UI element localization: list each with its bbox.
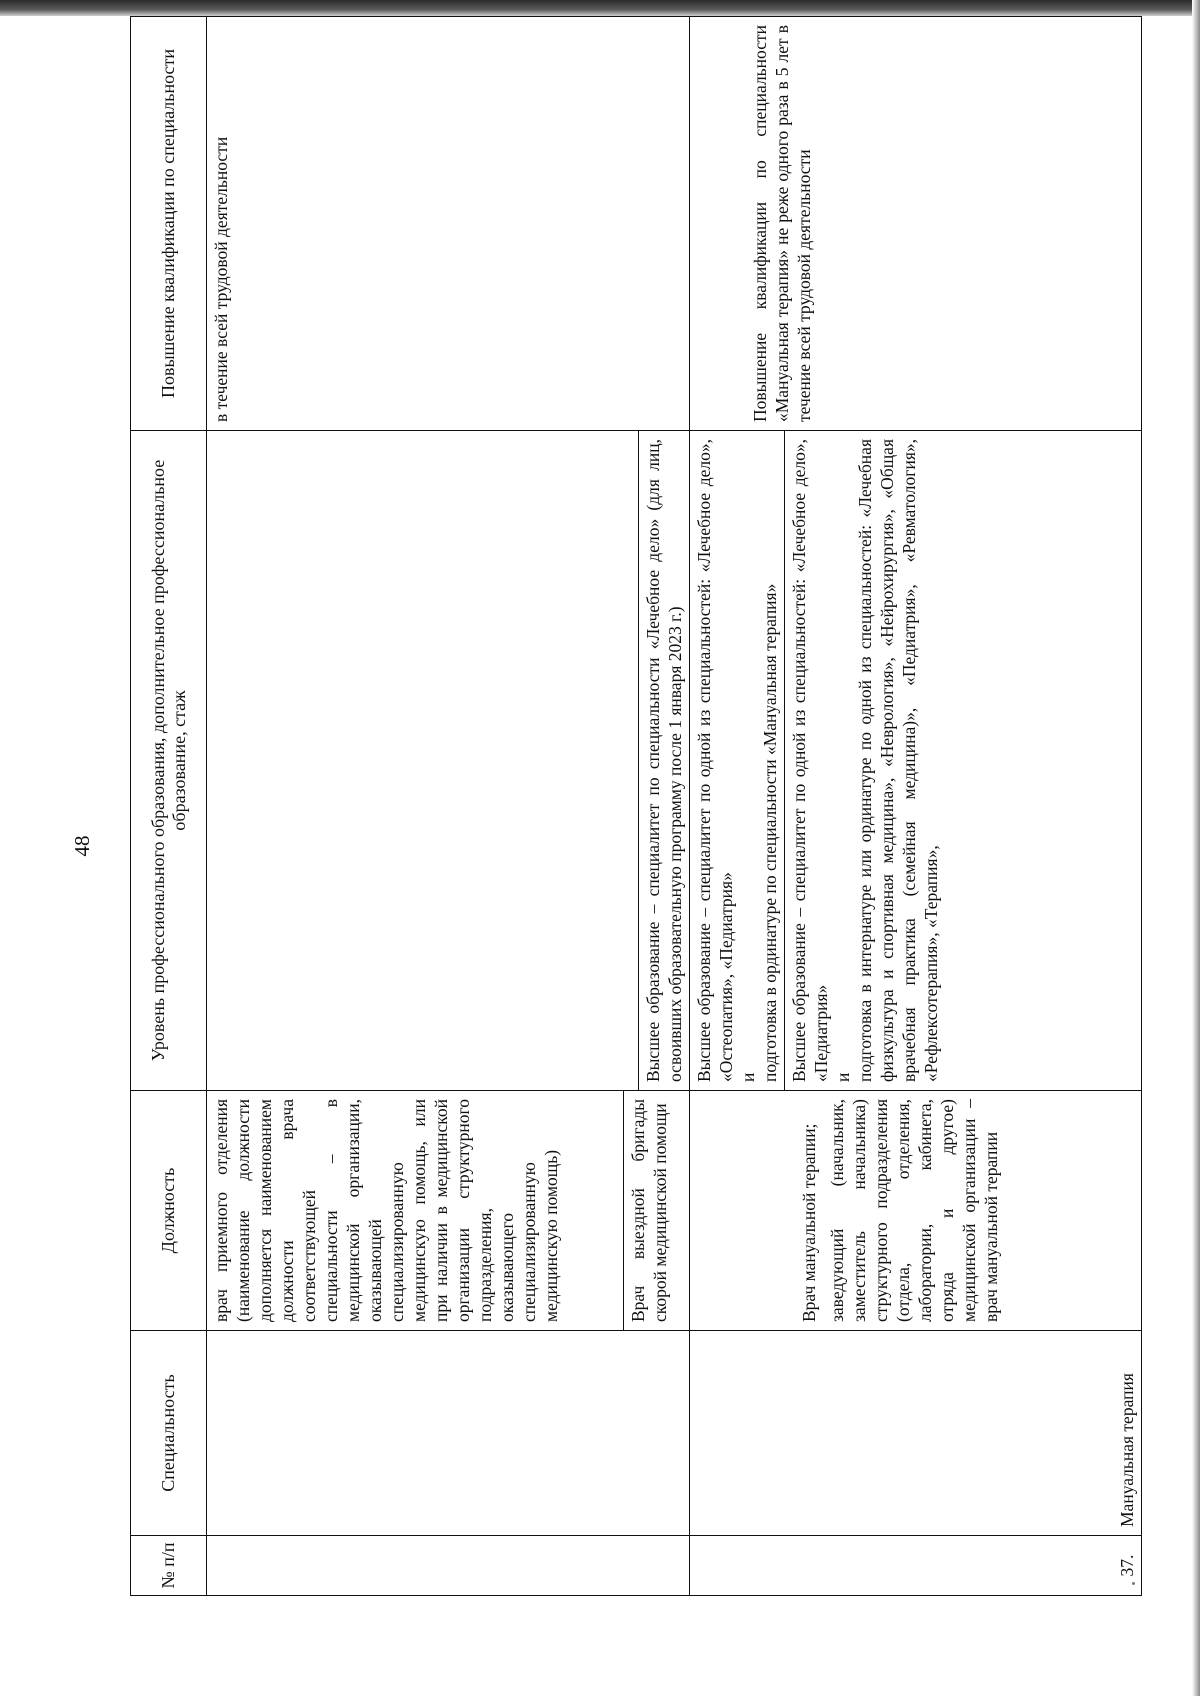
header-position: Должность [131,1091,207,1331]
position-cell-manual-therapy [690,1091,1142,1331]
qualification-cell-row1: в течение всей трудовой деятельности [207,17,690,431]
education-lechebnoe-delo: Высшее образование – специалитет по специальности «Лечебное дело» (для лиц, освоивших образовательную программу после 1 января 2023 г.) [638,431,689,1090]
education-option-2 [784,431,945,1090]
table-row [690,17,1142,1596]
education-1-specialties: Высшее образование – специалитет по одной из специальностей: «Лечебное дело», «Остеопатия», «Педиатрия» [694,439,737,1082]
number-cell-empty [207,1536,690,1596]
qualification-cell-manual-therapy [690,17,1142,431]
table-header-row [131,17,207,1596]
page-number: 48 [70,835,94,857]
header-education: Уровень профессионального образования, дополнительное профессиональное образование, стаж [131,431,207,1091]
education-1-residency: подготовка в ординатуре по специальности «Мануальная терапия» [760,583,781,1082]
education-2-and: и [833,1072,854,1082]
position-cell-ambulance: Врач выездной бригады скорой медицинской помощи [624,1091,690,1331]
qualification-table [130,16,1142,1596]
header-number: № п/п [131,1536,207,1596]
position-manual-therapist: Врач мануальной терапии; [799,1123,819,1322]
header-qualification: Повышение квалификации по специальности [131,17,207,431]
header-specialty: Специальность [131,1331,207,1536]
qualification-manual-therapy: Повышение квалификации по специальности «Мануальная терапия» не реже одного раза в 5 лет в течение всей трудовой деятельности [750,25,815,422]
education-cell-row1 [207,431,690,1091]
education-cell-manual-therapy [690,431,1142,1091]
specialty-cell-empty [207,1331,690,1536]
education-2-internship: подготовка в интернатуре или ординатуре по одной из специальностей: «Лечебная физкультура и спортивная медицина», «Неврология», «Нейрохирургия», «Общая врачебная практика (семейная медицина)», «Педиатрия», «Ревматология», «Рефлексотерапия», «Терапия», [855,439,942,1082]
education-option-1 [690,431,784,1090]
education-1-and: и [738,1072,759,1082]
position-head-manual-therapy: заведующий (начальник, заместитель начальника) структурного подразделения (отдела, отделения, лаборатории, кабинета, отряда и другое) медицинской организации – врач мануальной терапии [827,1099,1001,1322]
number-cell: 37. [690,1536,1142,1596]
position-cell-continued: врач приемного отделения (наименование должности дополняется наименованием должности врача соответствующей специальности – в медицинской организации, оказывающей специализированную медицинскую помощь, или при наличии в медицинской организации структурного подразделения, оказывающего специализированную медицинскую помощь) [207,1091,624,1331]
table-row [207,17,624,1596]
education-2-specialties: Высшее образование – специалитет по одной из специальностей: «Лечебное дело», «Педиатрия» [789,439,832,1082]
specialty-cell: Мануальная терапия [690,1331,1142,1536]
